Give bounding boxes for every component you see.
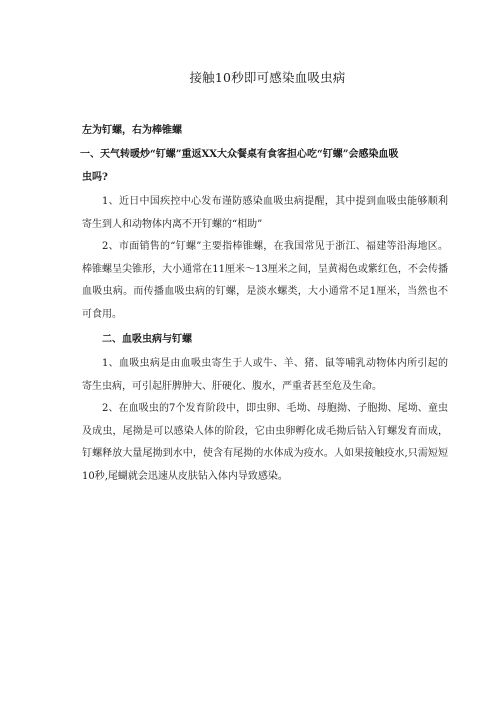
section-2 (82, 328, 448, 488)
section-1-paragraph-1: 1、近日中国疾控中心发布谨防感染血吸虫病提醒，其中提到血吸虫能够顺利寄生到人和动物体内离不开钉螺的“相助” (82, 196, 448, 230)
subtitle-caption: 左为钉螺，右为棒锥螺 (82, 125, 182, 136)
section-2-paragraph-2: 2、在血吸虫的7个发育阶段中，即虫卵、毛坳、母胞拗、子胞拗、尾坳、童虫及成虫，尾拗是可以感染人体的阶段，它由虫卵孵化成毛拗后钻入钉螺发育而成，钉螺释放大量尾拗到水中，使含有尾拗的水体成为疫水。人如果接触疫水,只需短短10秒,尾蝴就会迅速从皮肤钻入体内导致感染。 (82, 403, 448, 482)
section-1-heading-line-1: 一、天气转暖炒“钉螺”重返XX大众餐桌有食客担心吃“钉螺”会感染血吸 (80, 149, 399, 160)
section-1-paragraph-2: 2、市面销售的“钉螺”主要指棒锥螺，在我国常见于浙江、福建等沿海地区。棒锥螺呈尖锥形，大小通常在11厘米～13厘米之间，呈黄褐色或紫红色，不会传播血吸虫病。而传播血吸虫病的钉螺，是淡水螺类，大小通常不足1厘米，当然也不可食用。 (82, 241, 448, 320)
section-1 (82, 143, 448, 326)
section-2-paragraph-1: 1、血吸虫病是由血吸虫寄生于人或牛、羊、猪、鼠等哺乳动物体内所引起的寄生虫病，可引起肝脾肿大、肝硬化、腹水，严重者甚至危及生命。 (82, 358, 448, 392)
document-title: 接触10秒即可感染血吸虫病 (189, 70, 346, 85)
section-1-heading-line-2: 虫吗? (82, 172, 108, 183)
section-2-heading: 二、血吸虫病与钉螺 (102, 334, 192, 345)
